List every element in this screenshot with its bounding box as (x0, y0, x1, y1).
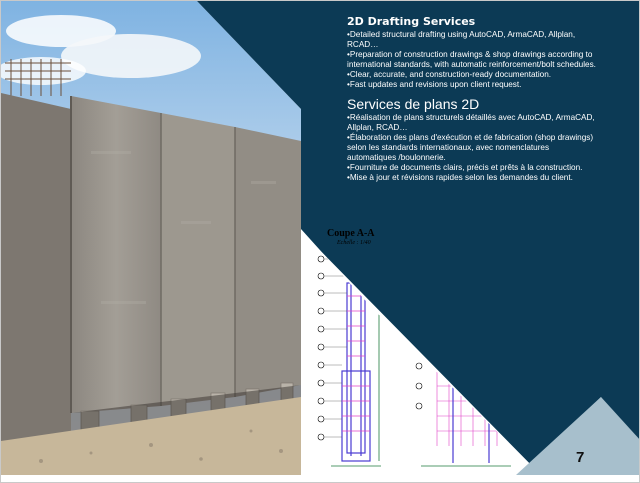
services-fr-bullet: •Élaboration des plans d'exécution et de fabrication (shop drawings) selon les standards internationaux, avec nomenclatures automatiques /boulonnerie. (347, 133, 594, 162)
services-en-bullet: •Preparation of construction drawings & shop drawings according to international standards, with automatic reinforcement/bolt schedules. (347, 50, 596, 69)
services-en-bullet: •Detailed structural drafting using AutoCAD, ArmaCAD, Allplan, RCAD… (347, 30, 576, 49)
services-en-title: 2D Drafting Services (347, 15, 476, 28)
services-en-bullet: •Clear, accurate, and construction-ready documentation. (347, 70, 552, 79)
services-fr-title: Services de plans 2D (347, 96, 480, 112)
drawing-title: Coupe A-A (327, 228, 375, 239)
services-text (347, 15, 597, 183)
services-fr-bullet: •Mise à jour et révisions rapides selon les demandes du client. (347, 173, 573, 182)
services-fr-bullet: •Fourniture de documents clairs, précis et prêts à la construction. (347, 163, 583, 172)
services-fr-bullet: •Réalisation de plans structurels détaillés avec AutoCAD, ArmaCAD, Allplan, RCAD… (347, 113, 595, 132)
services-en-bullet: •Fast updates and revisions upon client request. (347, 80, 522, 89)
drawing-scale: Echelle : 1/40 (337, 240, 371, 246)
page-number: 7 (576, 449, 585, 466)
